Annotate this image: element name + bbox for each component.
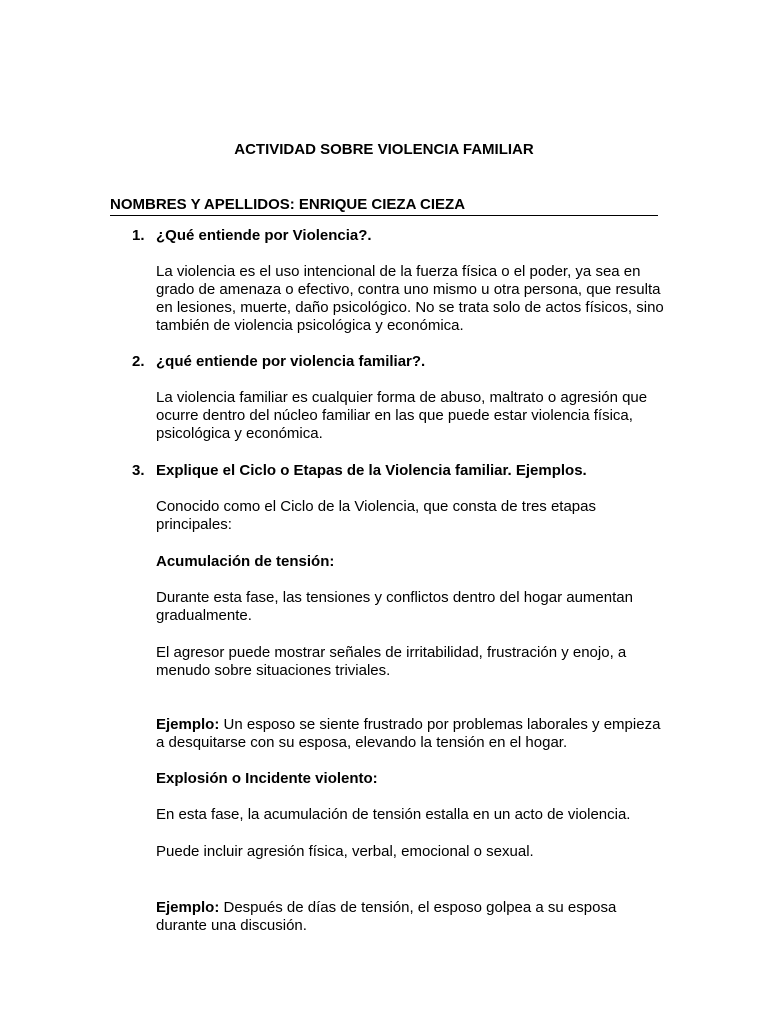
question-text: ¿qué entiende por violencia familiar?.: [156, 353, 426, 370]
stage-accumulation-paragraph-2: El agresor puede mostrar señales de irritabilidad, frustración y enojo, a menudo sobre situaciones triviales.: [156, 644, 627, 679]
stage-heading-accumulation: Acumulación de tensión:: [156, 553, 335, 570]
stage-accumulation-example: [156, 716, 666, 752]
question-number: 2.: [132, 353, 145, 370]
example-text: Un esposo se siente frustrado por problemas laborales y empieza a desquitarse con su esposa, elevando la tensión en el hogar.: [156, 716, 661, 751]
example-label: Ejemplo:: [156, 899, 220, 916]
question-text: Explique el Ciclo o Etapas de la Violencia familiar. Ejemplos.: [156, 462, 587, 479]
question-number: 1.: [132, 227, 145, 244]
answer-2: La violencia familiar es cualquier forma de abuso, maltrato o agresión que ocurre dentro del núcleo familiar en las que puede estar violencia física, psicológica y económica.: [156, 389, 648, 442]
student-name-line: NOMBRES Y APELLIDOS: ENRIQUE CIEZA CIEZA: [110, 196, 658, 216]
example-text: Después de días de tensión, el esposo golpea a su esposa durante una discusión.: [156, 899, 617, 934]
question-1: [132, 227, 372, 245]
document-title: ACTIVIDAD SOBRE VIOLENCIA FAMILIAR: [234, 141, 534, 158]
answer-3-intro: Conocido como el Ciclo de la Violencia, que consta de tres etapas principales:: [156, 498, 596, 533]
question-number: 3.: [132, 462, 145, 479]
example-label: Ejemplo:: [156, 716, 220, 733]
stage-heading-explosion: Explosión o Incidente violento:: [156, 770, 378, 787]
question-2: [132, 353, 425, 371]
stage-explosion-paragraph-1: En esta fase, la acumulación de tensión estalla en un acto de violencia.: [156, 806, 631, 823]
answer-1: La violencia es el uso intencional de la fuerza física o el poder, ya sea en grado de amenaza o efectivo, contra uno mismo u otra persona, que resulta en lesiones, muerte, daño psicológico. No se trata solo de actos físicos, sino también de violencia psicológica y económica.: [156, 263, 664, 334]
stage-accumulation-paragraph-1: Durante esta fase, las tensiones y conflictos dentro del hogar aumentan gradualmente.: [156, 589, 633, 624]
stage-explosion-paragraph-2: Puede incluir agresión física, verbal, emocional o sexual.: [156, 843, 534, 860]
stage-explosion-example: [156, 899, 666, 935]
question-text: ¿Qué entiende por Violencia?.: [156, 227, 372, 244]
question-3: [132, 462, 587, 480]
